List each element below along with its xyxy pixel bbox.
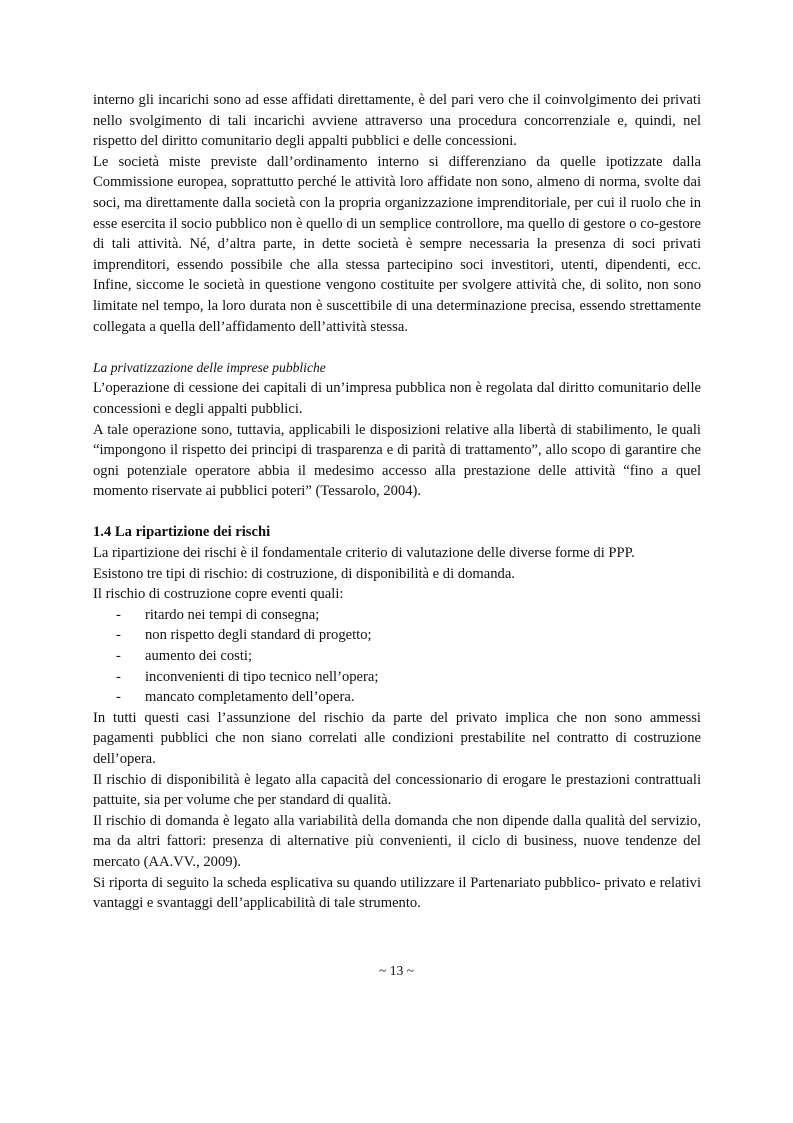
list-item xyxy=(93,605,701,626)
body-paragraph: L’operazione di cessione dei capitali di un’impresa pubblica non è regolata dal diritto comunitario delle concessioni e degli appalti pubblici. xyxy=(93,380,701,417)
list-item xyxy=(93,625,701,646)
body-paragraph: Il rischio di costruzione copre eventi quali: xyxy=(93,586,344,603)
list-item-text: non rispetto degli standard di progetto; xyxy=(145,627,372,644)
page-number: ~ 13 ~ xyxy=(378,963,415,978)
bullet-dash: - xyxy=(116,648,121,665)
bullet-dash: - xyxy=(116,627,121,644)
list-item-text: mancato completamento dell’opera. xyxy=(145,689,355,706)
document-page xyxy=(93,90,701,914)
body-paragraph: Il rischio di domanda è legato alla variabilità della domanda che non dipende dalla qualità del servizio, ma da altri fattori: presenza di alternative più convenienti, il ciclo di business, nuove tendenze del mercato (AA.VV., 2009). xyxy=(93,812,701,870)
risk-bullet-list xyxy=(93,605,701,708)
body-paragraph: Il rischio di disponibilità è legato alla capacità del concessionario di erogare le prestazioni contrattuali pattuite, sia per volume che per standard di qualità. xyxy=(93,771,701,809)
body-paragraph: A tale operazione sono, tuttavia, applicabili le disposizioni relative alla libertà di stabilimento, le quali “impongono il rispetto dei principi di trasparenza e di parità di trattamento”, allo scopo di garantire che ogni potenziale operatore abbia il medesimo accesso alla prestazione delle attività “fino a quel momento riservate ai pubblici poteri” (Tessarolo, 2004). xyxy=(93,421,701,500)
list-item xyxy=(93,687,701,708)
paragraph-spacer xyxy=(93,337,701,358)
paragraph-spacer xyxy=(93,502,701,523)
bullet-dash: - xyxy=(116,606,121,623)
body-paragraph: In tutti questi casi l’assunzione del rischio da parte del privato implica che non sono ammessi pagamenti pubblici che non siano correlati alle condizioni prestabilite nel contratto di costruzione dell’opera. xyxy=(93,709,701,767)
list-item xyxy=(93,667,701,688)
bullet-dash: - xyxy=(116,689,121,706)
list-item-text: inconvenienti di tipo tecnico nell’opera; xyxy=(145,668,379,685)
list-item-text: aumento dei costi; xyxy=(145,648,252,665)
body-paragraph: Esistono tre tipi di rischio: di costruzione, di disponibilità e di domanda. xyxy=(93,565,515,582)
bullet-dash: - xyxy=(116,668,121,685)
body-paragraph: Le società miste previste dall’ordinamento interno si differenziano da quelle ipotizzate dalla Commissione europea, soprattutto perché le attività loro affidate non sono, almeno di norma, svolte dai soci, ma direttamente dalla società con la propria organizzazione imprenditoriale, per cui il ruolo che in esse esercita il socio pubblico non è quello di un semplice controllore, ma quello di gestore o co-gestore di tali attività. Né, d’altra parte, in dette società è sempre necessaria la presenza di soci privati imprenditori, essendo possibile che alla stessa partecipino soci investitori, utenti, dipendenti, ecc. Infine, siccome le società in questione vengono costituite per svolgere attività che, di solito, non sono limitate nel tempo, la loro durata non è suscettibile di una determinazione precisa, essendo strettamente collegata a quella dell’affidamento dell’attività stessa. xyxy=(93,153,701,335)
list-item-text: ritardo nei tempi di consegna; xyxy=(145,606,320,623)
body-paragraph: interno gli incarichi sono ad esse affidati direttamente, è del pari vero che il coinvolgimento dei privati nello svolgimento di tali incarichi avviene attraverso una procedura concorrenziale e, quindi, nel rispetto del diritto comunitario degli appalti pubblici e delle concessioni. xyxy=(93,92,701,150)
body-paragraph: La ripartizione dei rischi è il fondamentale criterio di valutazione delle diverse forme di PPP. xyxy=(93,545,635,562)
section-title: 1.4 La ripartizione dei rischi xyxy=(93,524,271,541)
body-paragraph: Si riporta di seguito la scheda esplicativa su quando utilizzare il Partenariato pubblico- privato e relativi vantaggi e svantaggi dell’applicabilità di tale strumento. xyxy=(93,874,701,912)
list-item xyxy=(93,646,701,667)
subsection-heading: La privatizzazione delle imprese pubbliche xyxy=(93,359,326,375)
